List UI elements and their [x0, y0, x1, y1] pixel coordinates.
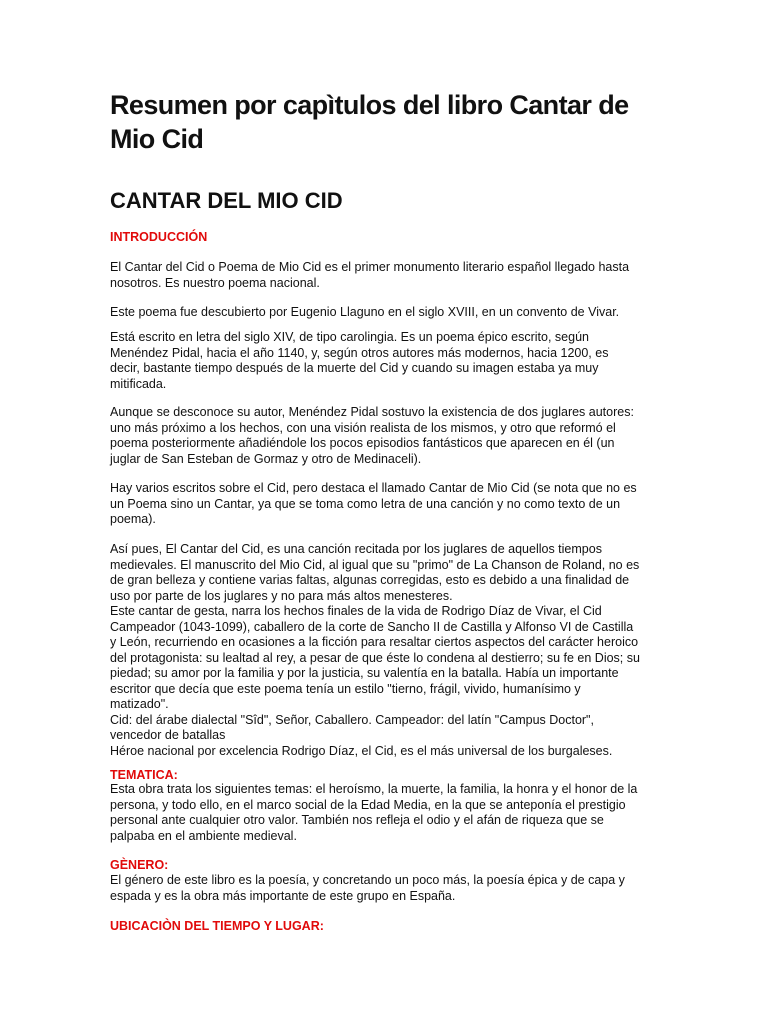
paragraph-genero [110, 873, 658, 904]
heading-ubicacion: UBICACIÒN DEL TIEMPO Y LUGAR: [110, 919, 324, 933]
text-line: palpaba en el ambiente medieval. [110, 828, 297, 843]
text-line: juglar de San Esteban de Gormaz y otro de Medinaceli). [110, 451, 422, 466]
paragraph-intro-2 [110, 305, 658, 321]
text-line: Campeador (1043-1099), caballero de la corte de Sancho II de Castilla y Alfonso VI de Castilla [110, 619, 634, 634]
text-line: decir, bastante tiempo después de la muerte del Cid y cuando su imagen estaba ya muy [110, 361, 599, 375]
text-line: mitificada. [110, 376, 167, 391]
text-line: Aunque se desconoce su autor, Menéndez Pidal sostuvo la existencia de dos juglares autores: [110, 405, 634, 419]
heading-genero: GÈNERO: [110, 858, 169, 872]
text-line: medievales. El manuscrito del Mio Cid, al igual que su "primo" de La Chanson de Roland, no es [110, 557, 640, 572]
document-title-line: Resumen por capìtulos del libro Cantar de [110, 90, 629, 120]
text-line: nosotros. Es nuestro poema nacional. [110, 275, 320, 290]
heading-introduccion: INTRODUCCIÓN [110, 230, 208, 244]
section-title: CANTAR DEL MIO CID [110, 188, 343, 213]
text-line: Este poema fue descubierto por Eugenio Llaguno en el siglo XVIII, en un convento de Vivar. [110, 305, 620, 319]
text-line: espada y es la obra más importante de este grupo en España. [110, 888, 456, 903]
text-line: Menéndez Pidal, hacia el año 1140, y, según otros autores más modernos, hacia 1200, es [110, 345, 609, 360]
document-title [110, 88, 670, 156]
text-line: un Poema sino un Cantar, ya que se toma como letra de una canción y no como texto de un [110, 496, 621, 511]
text-line: poema posteriormente añadiéndole los pocos episodios fantásticos que aparecen en él (un [110, 436, 615, 450]
text-line: Así pues, El Cantar del Cid, es una canción recitada por los juglares de aquellos tiempos [110, 542, 602, 556]
text-line: uso por parte de los juglares y no para más altos menesteres. [110, 588, 453, 603]
text-line: Está escrito en letra del siglo XIV, de tipo carolingia. Es un poema épico escrito, según [110, 330, 589, 344]
paragraph-tematica [110, 782, 658, 844]
text-line: uno más próximo a los hechos, con una visión realista de los mismos, y otro que reformó el [110, 420, 616, 435]
document-title-line: Mio Cid [110, 124, 204, 154]
text-line: Cid: del árabe dialectal "Sîd", Señor, Caballero. Campeador: del latín "Campus Doctor", [110, 712, 594, 727]
text-line: personal ante cualquier otro valor. También nos refleja el odio y el afán de riqueza que se [110, 813, 604, 827]
paragraph-intro-4 [110, 405, 658, 467]
text-line: Esta obra trata los siguientes temas: el heroísmo, la muerte, la familia, la honra y el honor de la [110, 782, 638, 796]
text-line: y León, recurriendo en ocasiones a la ficción para resaltar ciertos aspectos del carácter heroico [110, 635, 639, 649]
paragraph-intro-3 [110, 330, 658, 392]
text-line: vencedor de batallas [110, 728, 226, 742]
text-line: Este cantar de gesta, narra los hechos finales de la vida de Rodrigo Díaz de Vivar, el Cid [110, 604, 602, 618]
heading-tematica: TEMATICA: [110, 768, 178, 782]
paragraph-intro-5 [110, 481, 658, 528]
text-line: de gran belleza y contiene varias faltas, algunas corregidas, esto es debido a una finalidad de [110, 573, 630, 587]
text-line: persona, y todo ello, en el marco social de la Edad Media, en la que se anteponía el prestigio [110, 797, 626, 812]
text-line: escritor que decía que este poema tenía un estilo "tierno, frágil, vivido, humanísimo y [110, 681, 581, 696]
text-line: poema). [110, 512, 156, 526]
paragraph-intro-1 [110, 260, 658, 291]
text-line: piedad; su amor por la familia y por la justicia, su valentía en la batalla. Había un importante [110, 666, 619, 680]
text-line: Héroe nacional por excelencia Rodrigo Díaz, el Cid, es el más universal de los burgaleses. [110, 743, 613, 758]
text-line: Hay varios escritos sobre el Cid, pero destaca el llamado Cantar de Mio Cid (se nota que no es [110, 481, 637, 495]
text-line: El Cantar del Cid o Poema de Mio Cid es el primer monumento literario español llegado hasta [110, 260, 630, 274]
text-line: matizado". [110, 697, 169, 711]
text-line: del protagonista: su lealtad al rey, a pesar de que éste lo condena al destierro; su fe en Dios; su [110, 650, 640, 665]
paragraph-intro-6 [110, 542, 658, 759]
text-line: El género de este libro es la poesía, y concretando un poco más, la poesía épica y de capa y [110, 873, 625, 887]
